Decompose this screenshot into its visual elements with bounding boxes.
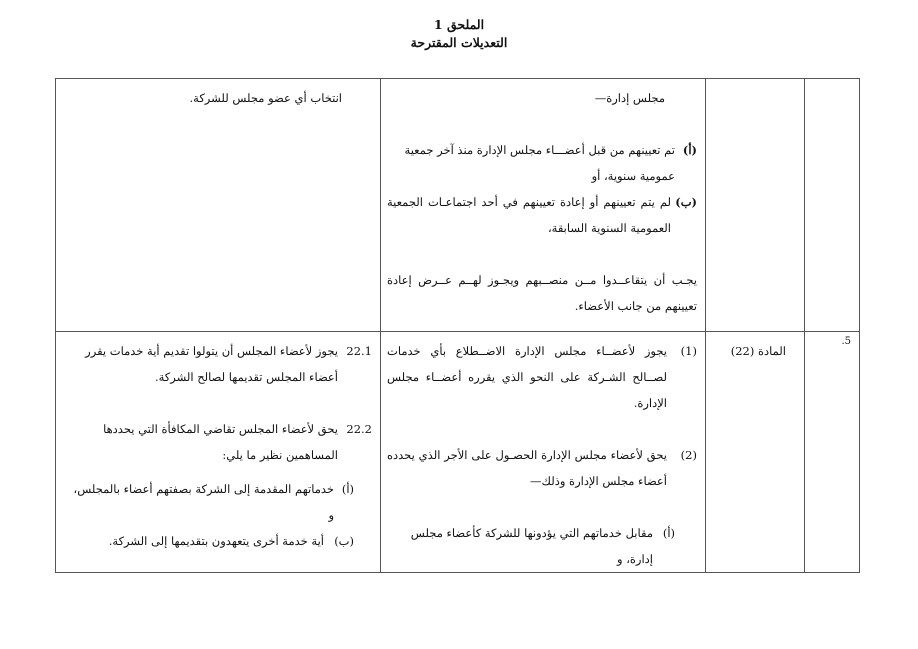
list-item — [66, 528, 372, 554]
row-number — [805, 79, 859, 81]
current-cell — [381, 79, 706, 332]
item-text: تم تعيينهم من قبل أعضـــاء مجلس الإدارة منذ آخر جمعية عمومية سنوية، أو — [404, 143, 675, 183]
list-item — [387, 338, 697, 416]
item-text: يجوز لأعضاء المجلس أن يتولوا تقديم أية خدمات يقرر أعضاء المجلس تقديمها لصالح الشركة. — [85, 344, 338, 384]
table-row — [56, 332, 860, 573]
item-label: (1) — [680, 344, 697, 358]
item-label: (أ) — [341, 482, 354, 496]
item-text: يحق لأعضاء مجلس الإدارة الحصـول على الأجر الذي يحدده أعضاء مجلس الإدارة وذلك— — [387, 448, 667, 488]
item-label: 22.1 — [346, 344, 372, 358]
item-text: يجوز لأعضــاء مجلس الإدارة الاضــطلاع بأي خدمات لصــالح الشـركة على النحو الذي يقرره أعضــاء مجلس الإدارة. — [387, 344, 667, 410]
list-item — [387, 189, 697, 241]
item-text: يحق لأعضاء المجلس تقاضي المكافأة التي يحددها المساهمين نظير ما يلي: — [103, 422, 338, 462]
item-label: (ب) — [334, 534, 354, 548]
proposed-cell — [56, 79, 381, 332]
item-text: أية خدمة أخرى يتعهدون بتقديمها إلى الشركة. — [108, 534, 324, 548]
list-item — [66, 476, 372, 528]
row-number: 5. — [841, 336, 851, 347]
article-label: المادة (22) — [730, 344, 786, 358]
item-label: (ب) — [675, 195, 697, 209]
list-item — [66, 416, 372, 468]
article-cell — [706, 79, 805, 332]
current-closing: يجـب أن يتقاعــدوا مــن منصــبهم ويجـوز لهــم عــرض إعادة تعيينهم من جانب الأعضاء. — [387, 273, 697, 313]
proposed-text: انتخاب أي عضو مجلس للشركة. — [189, 91, 342, 105]
item-label: (أ) — [682, 143, 697, 157]
item-text: لم يتم تعيينهم أو إعادة تعيينهم في أحد اجتماعـات الجمعية العمومية السنوية السابقة، — [387, 195, 671, 235]
item-text: خدماتهم المقدمة إلى الشركة بصفتهم أعضاء بالمجلس، و — [73, 482, 334, 522]
item-label: (2) — [680, 448, 697, 462]
item-text: مقابل خدماتهم التي يؤدونها للشركة كأعضاء مجلس إدارة، و — [410, 526, 653, 566]
item-label: 22.2 — [346, 422, 372, 436]
number-cell — [805, 79, 860, 332]
amendments-table — [55, 78, 860, 573]
table-row — [56, 79, 860, 332]
annex-title: الملحق 1 — [433, 17, 485, 32]
item-label: (أ) — [662, 526, 675, 540]
article-cell — [706, 332, 805, 573]
list-item — [387, 520, 697, 572]
number-cell — [805, 332, 860, 573]
current-cell — [381, 332, 706, 573]
article-label — [706, 79, 804, 85]
proposed-cell — [56, 332, 381, 573]
list-item — [66, 338, 372, 390]
annex-subtitle: التعديلات المقترحة — [410, 35, 508, 50]
current-intro: مجلس إدارة— — [594, 91, 665, 105]
list-item — [387, 137, 697, 189]
list-item — [387, 442, 697, 494]
